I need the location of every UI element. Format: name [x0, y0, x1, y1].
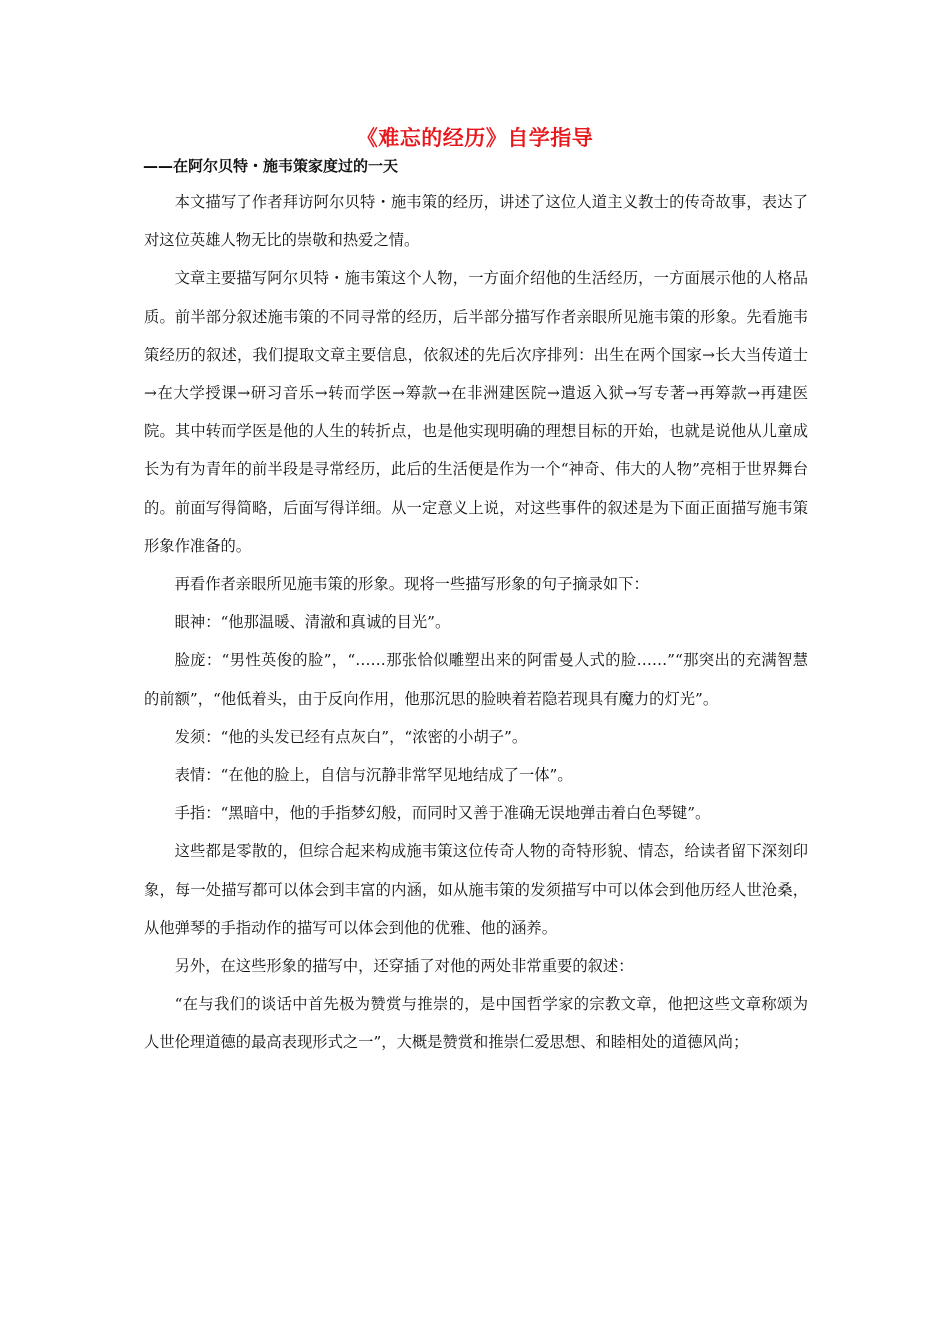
paragraph-analysis: 文章主要描写阿尔贝特・施韦策这个人物，一方面介绍他的生活经历，一方面展示他的人格品质。前半部分叙述施韦策的不同寻常的经历，后半部分描写作者亲眼所见施韦策的形象。先看施韦策经历的叙述，我们提取文章主要信息，依叙述的先后次序排列：出生在两个国家→长大当传道士→在大学授课→研习音乐→转而学医→筹款→在非洲建医院→遣返入狱→写专著→再筹款→再建医院。其中转而学医是他的人生的转折点，也是他实现明确的理想目标的开始，也就是说他从儿童成长为有为青年的前半段是寻常经历，此后的生活便是作为一个“神奇、伟大的人物”亮相于世界舞台的。前面写得简略，后面写得详细。从一定意义上说，对这些事件的叙述是为下面正面描写施韦策形象作准备的。 [144, 269, 808, 555]
paragraph-intro: 本文描写了作者拜访阿尔贝特・施韦策的经历，讲述了这位人道主义教士的传奇故事，表达了对这位英雄人物无比的崇敬和热爱之情。 [144, 193, 808, 250]
paragraph-quote: “在与我们的谈话中首先极为赞赏与推崇的，是中国哲学家的宗教文章，他把这些文章称颂为人世伦理道德的最高表现形式之一”，大概是赞赏和推崇仁爱思想、和睦相处的道德风尚； [144, 995, 808, 1052]
paragraph-narration-intro: 另外，在这些形象的描写中，还穿插了对他的两处非常重要的叙述： [174, 957, 634, 976]
paragraph-fingers: 手指：“黑暗中，他的手指梦幻般，而同时又善于准确无误地弹击着白色琴键”。 [174, 804, 711, 823]
page-title: 《难忘的经历》自学指导 [356, 126, 594, 150]
paragraph-eyes: 眼神：“他那温暖、清澈和真诚的目光”。 [174, 613, 451, 632]
paragraph-expression: 表情：“在他的脸上，自信与沉静非常罕见地结成了一体”。 [174, 766, 573, 785]
paragraph-image-intro: 再看作者亲眼所见施韦策的形象。现将一些描写形象的句子摘录如下： [174, 575, 649, 594]
paragraph-summary: 这些都是零散的，但综合起来构成施韦策这位传奇人物的奇特形貌、情态，给读者留下深刻印象，每一处描写都可以体会到丰富的内涵，如从施韦策的发须描写中可以体会到他历经人世沧桑，从他弹琴的手指动作的描写可以体会到他的优雅、他的涵养。 [144, 842, 808, 937]
paragraph-hair: 发须：“他的头发已经有点灰白”，“浓密的小胡子”。 [174, 727, 528, 746]
document-body [144, 183, 808, 1062]
page-subtitle: ——在阿尔贝特・施韦策家度过的一天 [143, 157, 399, 175]
paragraph-face: 脸庞：“男性英俊的脸”，“……那张恰似雕塑出来的阿雷曼人式的脸……”“那突出的充满智慧的前额”，“他低着头，由于反向作用，他那沉思的脸映着若隐若现具有魔力的灯光”。 [144, 651, 808, 708]
